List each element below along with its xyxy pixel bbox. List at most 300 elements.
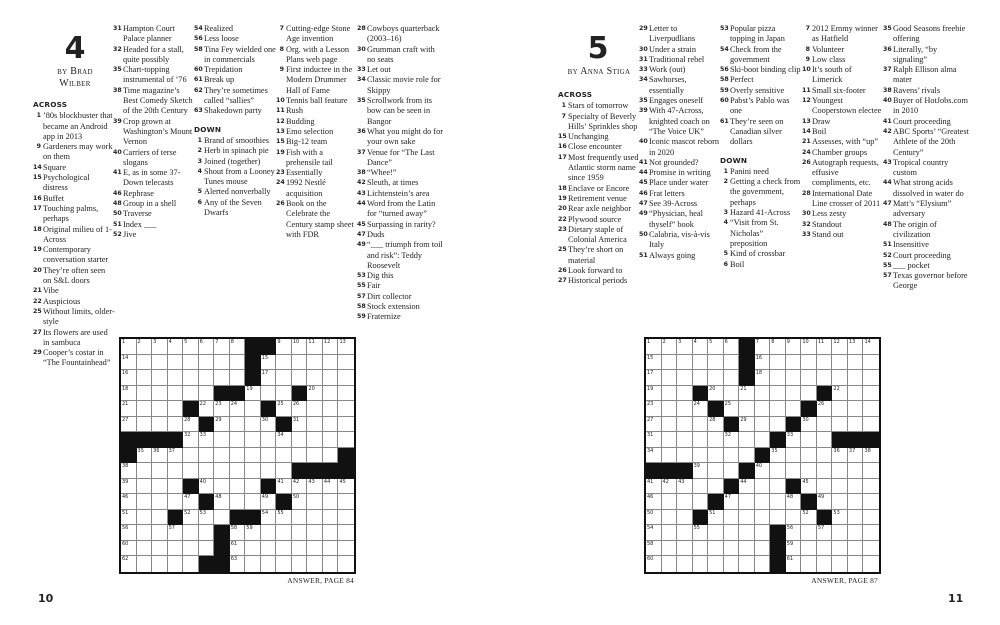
grid-cell[interactable] — [755, 401, 771, 417]
grid-cell[interactable] — [323, 494, 339, 510]
grid-cell[interactable] — [708, 479, 724, 495]
grid-cell[interactable] — [245, 463, 261, 479]
grid-cell[interactable] — [801, 432, 817, 448]
grid-cell[interactable] — [848, 463, 864, 479]
grid-cell[interactable] — [646, 448, 662, 464]
grid-cell[interactable] — [307, 556, 323, 572]
grid-cell[interactable] — [307, 448, 323, 464]
grid-cell[interactable] — [307, 510, 323, 526]
grid-cell[interactable] — [739, 401, 755, 417]
grid-cell[interactable] — [276, 556, 292, 572]
grid-cell[interactable] — [307, 479, 323, 495]
grid-cell[interactable] — [199, 510, 215, 526]
grid-cell[interactable] — [786, 494, 802, 510]
grid-cell[interactable] — [245, 541, 261, 557]
grid-cell[interactable] — [276, 370, 292, 386]
grid-cell[interactable] — [646, 370, 662, 386]
grid-cell[interactable] — [724, 463, 740, 479]
grid-cell[interactable] — [677, 556, 693, 572]
grid-cell[interactable] — [662, 556, 678, 572]
grid-cell[interactable] — [848, 510, 864, 526]
grid-cell[interactable] — [832, 386, 848, 402]
grid-cell[interactable] — [168, 463, 184, 479]
grid-cell[interactable] — [230, 494, 246, 510]
grid-cell[interactable] — [770, 448, 786, 464]
grid-cell[interactable] — [662, 525, 678, 541]
grid-cell[interactable] — [832, 448, 848, 464]
grid-cell[interactable] — [724, 386, 740, 402]
grid-cell[interactable] — [739, 386, 755, 402]
grid-cell[interactable] — [724, 448, 740, 464]
grid-cell[interactable] — [693, 370, 709, 386]
grid-cell[interactable] — [646, 556, 662, 572]
grid-cell[interactable] — [199, 339, 215, 355]
grid-cell[interactable] — [848, 386, 864, 402]
grid-cell[interactable] — [662, 370, 678, 386]
grid-cell[interactable] — [693, 401, 709, 417]
grid-cell[interactable] — [338, 417, 354, 433]
grid-cell[interactable] — [770, 463, 786, 479]
grid-cell[interactable] — [863, 510, 879, 526]
grid-cell[interactable] — [646, 401, 662, 417]
grid-cell[interactable] — [832, 556, 848, 572]
grid-cell[interactable] — [121, 463, 137, 479]
grid-cell[interactable] — [323, 556, 339, 572]
grid-cell[interactable] — [230, 448, 246, 464]
grid-cell[interactable] — [338, 401, 354, 417]
grid-cell[interactable] — [183, 417, 199, 433]
grid-cell[interactable] — [770, 355, 786, 371]
grid-cell[interactable] — [817, 479, 833, 495]
grid-cell[interactable] — [261, 494, 277, 510]
grid-cell[interactable] — [168, 401, 184, 417]
grid-cell[interactable] — [677, 370, 693, 386]
grid-cell[interactable] — [199, 463, 215, 479]
grid-cell[interactable] — [863, 386, 879, 402]
grid-cell[interactable] — [848, 525, 864, 541]
grid-cell[interactable] — [832, 494, 848, 510]
grid-cell[interactable] — [276, 448, 292, 464]
grid-cell[interactable] — [307, 401, 323, 417]
grid-cell[interactable] — [832, 479, 848, 495]
grid-cell[interactable] — [786, 510, 802, 526]
grid-cell[interactable] — [662, 541, 678, 557]
grid-cell[interactable] — [292, 339, 308, 355]
grid-cell[interactable] — [786, 525, 802, 541]
grid-cell[interactable] — [817, 432, 833, 448]
crossword-grid[interactable] — [644, 337, 881, 574]
grid-cell[interactable] — [724, 556, 740, 572]
grid-cell[interactable] — [152, 448, 168, 464]
grid-cell[interactable] — [183, 432, 199, 448]
grid-cell[interactable] — [230, 479, 246, 495]
grid-cell[interactable] — [662, 355, 678, 371]
grid-cell[interactable] — [137, 463, 153, 479]
grid-cell[interactable] — [261, 386, 277, 402]
grid-cell[interactable] — [168, 448, 184, 464]
grid-cell[interactable] — [168, 494, 184, 510]
grid-cell[interactable] — [323, 541, 339, 557]
grid-cell[interactable] — [168, 479, 184, 495]
grid-cell[interactable] — [708, 541, 724, 557]
grid-cell[interactable] — [152, 525, 168, 541]
grid-cell[interactable] — [662, 432, 678, 448]
grid-cell[interactable] — [245, 432, 261, 448]
grid-cell[interactable] — [646, 510, 662, 526]
grid-cell[interactable] — [230, 541, 246, 557]
grid-cell[interactable] — [817, 525, 833, 541]
grid-cell[interactable] — [724, 339, 740, 355]
grid-cell[interactable] — [708, 463, 724, 479]
grid-cell[interactable] — [863, 541, 879, 557]
grid-cell[interactable] — [214, 448, 230, 464]
grid-cell[interactable] — [724, 432, 740, 448]
grid-cell[interactable] — [677, 339, 693, 355]
grid-cell[interactable] — [292, 479, 308, 495]
grid-cell[interactable] — [786, 463, 802, 479]
grid-cell[interactable] — [121, 556, 137, 572]
grid-cell[interactable] — [693, 463, 709, 479]
grid-cell[interactable] — [848, 355, 864, 371]
grid-cell[interactable] — [292, 355, 308, 371]
grid-cell[interactable] — [183, 386, 199, 402]
grid-cell[interactable] — [662, 479, 678, 495]
grid-cell[interactable] — [693, 479, 709, 495]
grid-cell[interactable] — [214, 463, 230, 479]
grid-cell[interactable] — [646, 541, 662, 557]
grid-cell[interactable] — [770, 417, 786, 433]
grid-cell[interactable] — [755, 494, 771, 510]
grid-cell[interactable] — [152, 494, 168, 510]
grid-cell[interactable] — [152, 556, 168, 572]
grid-cell[interactable] — [292, 541, 308, 557]
grid-cell[interactable] — [724, 401, 740, 417]
grid-cell[interactable] — [848, 556, 864, 572]
grid-cell[interactable] — [276, 479, 292, 495]
grid-cell[interactable] — [121, 355, 137, 371]
grid-cell[interactable] — [276, 432, 292, 448]
grid-cell[interactable] — [276, 386, 292, 402]
grid-cell[interactable] — [646, 355, 662, 371]
grid-cell[interactable] — [214, 355, 230, 371]
grid-cell[interactable] — [801, 510, 817, 526]
grid-cell[interactable] — [786, 448, 802, 464]
grid-cell[interactable] — [276, 355, 292, 371]
grid-cell[interactable] — [848, 417, 864, 433]
grid-cell[interactable] — [755, 355, 771, 371]
grid-cell[interactable] — [137, 541, 153, 557]
grid-cell[interactable] — [755, 556, 771, 572]
grid-cell[interactable] — [801, 556, 817, 572]
grid-cell[interactable] — [183, 370, 199, 386]
grid-cell[interactable] — [646, 525, 662, 541]
grid-cell[interactable] — [755, 463, 771, 479]
grid-cell[interactable] — [307, 494, 323, 510]
grid-cell[interactable] — [646, 339, 662, 355]
grid-cell[interactable] — [323, 510, 339, 526]
grid-cell[interactable] — [261, 541, 277, 557]
grid-cell[interactable] — [786, 339, 802, 355]
grid-cell[interactable] — [152, 401, 168, 417]
grid-cell[interactable] — [677, 401, 693, 417]
grid-cell[interactable] — [230, 556, 246, 572]
grid-cell[interactable] — [183, 355, 199, 371]
grid-cell[interactable] — [755, 339, 771, 355]
grid-cell[interactable] — [307, 370, 323, 386]
grid-cell[interactable] — [137, 448, 153, 464]
grid-cell[interactable] — [199, 370, 215, 386]
grid-cell[interactable] — [183, 463, 199, 479]
grid-cell[interactable] — [677, 386, 693, 402]
grid-cell[interactable] — [307, 386, 323, 402]
grid-cell[interactable] — [214, 510, 230, 526]
grid-cell[interactable] — [863, 494, 879, 510]
grid-cell[interactable] — [662, 339, 678, 355]
grid-cell[interactable] — [708, 525, 724, 541]
grid-cell[interactable] — [338, 541, 354, 557]
grid-cell[interactable] — [121, 370, 137, 386]
grid-cell[interactable] — [786, 386, 802, 402]
grid-cell[interactable] — [646, 479, 662, 495]
grid-cell[interactable] — [183, 339, 199, 355]
grid-cell[interactable] — [832, 463, 848, 479]
grid-cell[interactable] — [832, 401, 848, 417]
grid-cell[interactable] — [817, 401, 833, 417]
grid-cell[interactable] — [693, 355, 709, 371]
grid-cell[interactable] — [152, 463, 168, 479]
grid-cell[interactable] — [152, 479, 168, 495]
grid-cell[interactable] — [708, 339, 724, 355]
grid-cell[interactable] — [276, 401, 292, 417]
grid-cell[interactable] — [307, 339, 323, 355]
grid-cell[interactable] — [848, 401, 864, 417]
grid-cell[interactable] — [338, 510, 354, 526]
grid-cell[interactable] — [214, 339, 230, 355]
grid-cell[interactable] — [323, 401, 339, 417]
grid-cell[interactable] — [801, 386, 817, 402]
grid-cell[interactable] — [848, 494, 864, 510]
grid-cell[interactable] — [786, 541, 802, 557]
grid-cell[interactable] — [199, 355, 215, 371]
grid-cell[interactable] — [708, 355, 724, 371]
grid-cell[interactable] — [338, 339, 354, 355]
grid-cell[interactable] — [863, 479, 879, 495]
grid-cell[interactable] — [276, 339, 292, 355]
grid-cell[interactable] — [323, 370, 339, 386]
grid-cell[interactable] — [801, 417, 817, 433]
grid-cell[interactable] — [863, 525, 879, 541]
grid-cell[interactable] — [152, 541, 168, 557]
grid-cell[interactable] — [755, 541, 771, 557]
grid-cell[interactable] — [292, 556, 308, 572]
grid-cell[interactable] — [214, 432, 230, 448]
grid-cell[interactable] — [307, 432, 323, 448]
grid-cell[interactable] — [199, 479, 215, 495]
grid-cell[interactable] — [662, 510, 678, 526]
grid-cell[interactable] — [832, 525, 848, 541]
grid-cell[interactable] — [137, 525, 153, 541]
grid-cell[interactable] — [152, 417, 168, 433]
grid-cell[interactable] — [817, 339, 833, 355]
grid-cell[interactable] — [292, 370, 308, 386]
grid-cell[interactable] — [230, 432, 246, 448]
grid-cell[interactable] — [677, 417, 693, 433]
grid-cell[interactable] — [755, 525, 771, 541]
grid-cell[interactable] — [230, 463, 246, 479]
grid-cell[interactable] — [863, 463, 879, 479]
grid-cell[interactable] — [739, 417, 755, 433]
grid-cell[interactable] — [662, 401, 678, 417]
grid-cell[interactable] — [817, 448, 833, 464]
grid-cell[interactable] — [214, 401, 230, 417]
grid-cell[interactable] — [863, 401, 879, 417]
grid-cell[interactable] — [708, 386, 724, 402]
grid-cell[interactable] — [755, 370, 771, 386]
grid-cell[interactable] — [724, 355, 740, 371]
grid-cell[interactable] — [230, 417, 246, 433]
grid-cell[interactable] — [168, 339, 184, 355]
grid-cell[interactable] — [323, 417, 339, 433]
grid-cell[interactable] — [152, 370, 168, 386]
grid-cell[interactable] — [323, 432, 339, 448]
grid-cell[interactable] — [199, 448, 215, 464]
grid-cell[interactable] — [724, 525, 740, 541]
grid-cell[interactable] — [739, 479, 755, 495]
grid-cell[interactable] — [848, 479, 864, 495]
grid-cell[interactable] — [245, 525, 261, 541]
grid-cell[interactable] — [677, 494, 693, 510]
grid-cell[interactable] — [323, 525, 339, 541]
grid-cell[interactable] — [137, 479, 153, 495]
grid-cell[interactable] — [693, 556, 709, 572]
grid-cell[interactable] — [724, 494, 740, 510]
grid-cell[interactable] — [786, 355, 802, 371]
grid-cell[interactable] — [214, 479, 230, 495]
grid-cell[interactable] — [245, 448, 261, 464]
grid-cell[interactable] — [786, 370, 802, 386]
grid-cell[interactable] — [662, 448, 678, 464]
grid-cell[interactable] — [137, 355, 153, 371]
grid-cell[interactable] — [168, 355, 184, 371]
grid-cell[interactable] — [739, 556, 755, 572]
grid-cell[interactable] — [199, 386, 215, 402]
grid-cell[interactable] — [214, 370, 230, 386]
grid-cell[interactable] — [755, 510, 771, 526]
grid-cell[interactable] — [323, 479, 339, 495]
grid-cell[interactable] — [137, 417, 153, 433]
grid-cell[interactable] — [245, 494, 261, 510]
grid-cell[interactable] — [261, 355, 277, 371]
grid-cell[interactable] — [724, 510, 740, 526]
grid-cell[interactable] — [152, 339, 168, 355]
grid-cell[interactable] — [261, 463, 277, 479]
grid-cell[interactable] — [646, 386, 662, 402]
grid-cell[interactable] — [755, 479, 771, 495]
grid-cell[interactable] — [121, 494, 137, 510]
grid-cell[interactable] — [708, 510, 724, 526]
grid-cell[interactable] — [770, 386, 786, 402]
grid-cell[interactable] — [199, 525, 215, 541]
grid-cell[interactable] — [152, 510, 168, 526]
grid-cell[interactable] — [677, 479, 693, 495]
grid-cell[interactable] — [199, 432, 215, 448]
grid-cell[interactable] — [708, 448, 724, 464]
grid-cell[interactable] — [863, 355, 879, 371]
grid-cell[interactable] — [848, 448, 864, 464]
grid-cell[interactable] — [168, 386, 184, 402]
grid-cell[interactable] — [832, 355, 848, 371]
grid-cell[interactable] — [121, 401, 137, 417]
grid-cell[interactable] — [214, 417, 230, 433]
grid-cell[interactable] — [183, 510, 199, 526]
grid-cell[interactable] — [863, 556, 879, 572]
grid-cell[interactable] — [755, 386, 771, 402]
grid-cell[interactable] — [307, 541, 323, 557]
grid-cell[interactable] — [230, 401, 246, 417]
grid-cell[interactable] — [261, 525, 277, 541]
grid-cell[interactable] — [863, 370, 879, 386]
grid-cell[interactable] — [832, 417, 848, 433]
grid-cell[interactable] — [183, 556, 199, 572]
grid-cell[interactable] — [276, 463, 292, 479]
grid-cell[interactable] — [230, 355, 246, 371]
grid-cell[interactable] — [292, 401, 308, 417]
grid-cell[interactable] — [832, 541, 848, 557]
grid-cell[interactable] — [276, 510, 292, 526]
grid-cell[interactable] — [292, 417, 308, 433]
grid-cell[interactable] — [693, 525, 709, 541]
grid-cell[interactable] — [338, 494, 354, 510]
grid-cell[interactable] — [646, 417, 662, 433]
grid-cell[interactable] — [338, 432, 354, 448]
grid-cell[interactable] — [786, 556, 802, 572]
grid-cell[interactable] — [292, 494, 308, 510]
grid-cell[interactable] — [261, 510, 277, 526]
grid-cell[interactable] — [817, 355, 833, 371]
grid-cell[interactable] — [693, 432, 709, 448]
grid-cell[interactable] — [693, 541, 709, 557]
grid-cell[interactable] — [261, 432, 277, 448]
grid-cell[interactable] — [152, 386, 168, 402]
grid-cell[interactable] — [739, 510, 755, 526]
grid-cell[interactable] — [677, 525, 693, 541]
grid-cell[interactable] — [261, 556, 277, 572]
grid-cell[interactable] — [168, 417, 184, 433]
grid-cell[interactable] — [693, 417, 709, 433]
grid-cell[interactable] — [708, 417, 724, 433]
grid-cell[interactable] — [292, 432, 308, 448]
grid-cell[interactable] — [863, 448, 879, 464]
grid-cell[interactable] — [137, 556, 153, 572]
grid-cell[interactable] — [662, 386, 678, 402]
grid-cell[interactable] — [121, 479, 137, 495]
grid-cell[interactable] — [739, 494, 755, 510]
grid-cell[interactable] — [276, 525, 292, 541]
grid-cell[interactable] — [338, 386, 354, 402]
grid-cell[interactable] — [848, 541, 864, 557]
grid-cell[interactable] — [183, 448, 199, 464]
grid-cell[interactable] — [677, 355, 693, 371]
grid-cell[interactable] — [261, 417, 277, 433]
grid-cell[interactable] — [863, 417, 879, 433]
grid-cell[interactable] — [817, 541, 833, 557]
grid-cell[interactable] — [276, 541, 292, 557]
grid-cell[interactable] — [693, 448, 709, 464]
grid-cell[interactable] — [677, 541, 693, 557]
grid-cell[interactable] — [755, 432, 771, 448]
grid-cell[interactable] — [662, 494, 678, 510]
grid-cell[interactable] — [137, 339, 153, 355]
